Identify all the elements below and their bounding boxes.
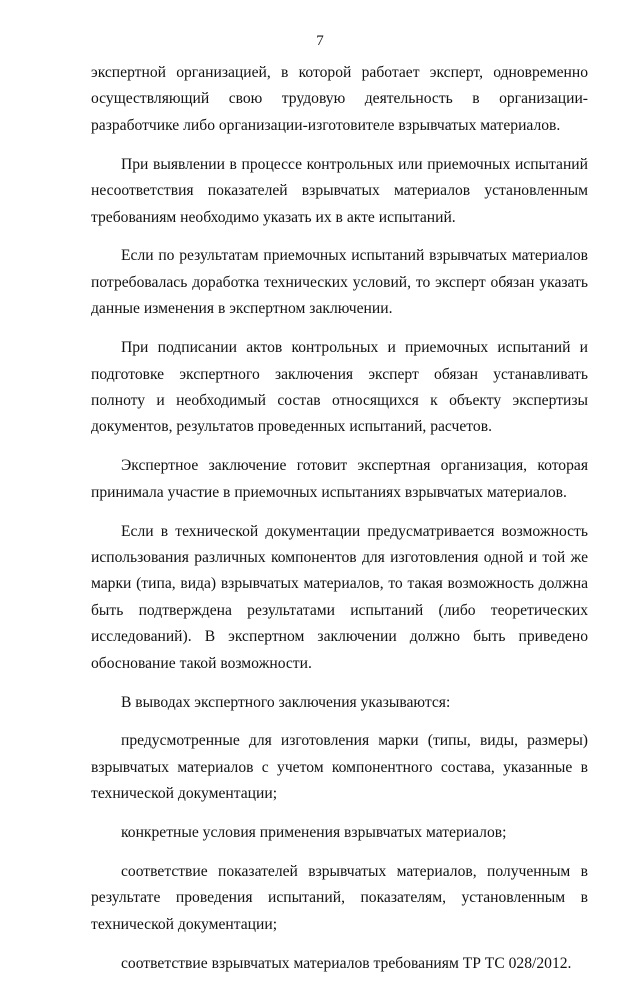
paragraph-conclusions-intro: В выводах экспертного заключения указываются: <box>121 693 451 711</box>
list-item-indicator-compliance: соответствие показателей взрывчатых материалов, полученным в результате проведения испытаний, показателям, установленным в технической документации; <box>91 863 588 933</box>
paragraph-test-discrepancies: При выявлении в процессе контрольных или приемочных испытаний несоответствия показателей взрывчатых материалов установленным требованиям необходимо указать их в акте испытаний. <box>91 155 588 226</box>
page-number: 7 <box>316 33 324 49</box>
paragraph-spec-revision: Если по результатам приемочных испытаний взрывчатых материалов потребовалась доработка технических условий, то эксперт обязан указать данные изменения в экспертном заключении. <box>91 247 588 318</box>
paragraph-continuation: экспертной организацией, в которой работает эксперт, одновременно осуществляющий свою трудовую деятельность в организации-разработчике либо организации-изготовителе взрывчатых материалов. <box>91 64 588 134</box>
list-item-application-conditions: конкретные условия применения взрывчатых материалов; <box>121 824 507 842</box>
paragraph-signing-acts: При подписании актов контрольных и приемочных испытаний и подготовке экспертного заключения эксперт обязан устанавливать полноту и необходимый состав относящихся к объекту экспертизы документов, результатов проведенных испытаний, расчетов. <box>91 339 588 436</box>
list-item-brands: предусмотренные для изготовления марки (типы, виды, размеры) взрывчатых материалов с учетом компонентного состава, указанные в технической документации; <box>91 732 588 803</box>
list-item-regulation-compliance: соответствие взрывчатых материалов требованиям ТР ТС 028/2012. <box>121 954 572 972</box>
paragraph-component-variants: Если в технической документации предусматривается возможность использования различных компонентов для изготовления одной и той же марки (типа, вида) взрывчатых материалов, то такая возможность должна быть подтверждена результатами испытаний (либо теоретических исследований). В экспертном заключении должно быть приведено обоснование такой возможности. <box>91 522 588 672</box>
document-body <box>91 60 588 990</box>
paragraph-conclusion-preparer: Экспертное заключение готовит экспертная организация, которая принимала участие в приемочных испытаниях взрывчатых материалов. <box>91 457 588 501</box>
